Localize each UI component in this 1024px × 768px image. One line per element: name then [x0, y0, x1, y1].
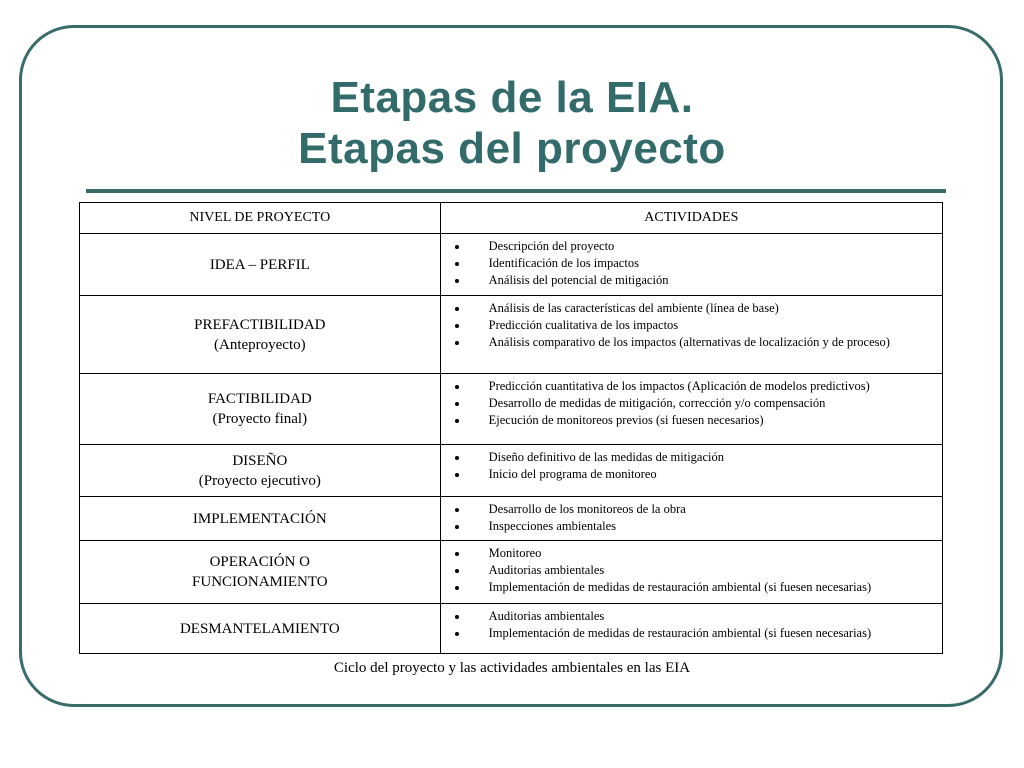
activity-item: Identificación de los impactos: [451, 255, 928, 272]
activity-item: Desarrollo de los monitoreos de la obra: [451, 501, 928, 518]
project-level-text: DISEÑO: [232, 452, 288, 469]
activity-item: Análisis comparativo de los impactos (alternativas de localización y de proceso): [451, 334, 928, 351]
activities-list: [451, 608, 928, 642]
activity-item: Descripción del proyecto: [451, 238, 928, 255]
activities-list: [451, 449, 928, 483]
activity-item: Análisis de las características del ambiente (línea de base): [451, 300, 928, 317]
activities-cell: [440, 497, 942, 541]
activities-cell: [440, 296, 942, 374]
table-header-row: [80, 203, 943, 234]
activities-list: [451, 238, 928, 289]
title-line-1: Etapas de la EIA.: [330, 73, 694, 122]
activity-item: Monitoreo: [451, 545, 928, 562]
project-level-text: PREFACTIBILIDAD: [194, 316, 326, 333]
project-level-cell: [80, 234, 441, 296]
stages-table: [79, 202, 943, 654]
project-level-cell: [80, 541, 441, 604]
project-level-text: (Anteproyecto): [214, 336, 306, 353]
activities-cell: [440, 604, 942, 654]
project-level-text: (Proyecto final): [212, 411, 308, 427]
slide-title: [0, 72, 1024, 174]
project-level-text: FACTIBILIDAD: [207, 391, 312, 407]
table-row: [80, 445, 943, 497]
activities-cell: [440, 445, 942, 497]
title-line-2: Etapas del proyecto: [298, 124, 726, 173]
activity-item: Predicción cuantitativa de los impactos (Aplicación de modelos predictivos): [451, 378, 928, 395]
table-row: [80, 374, 943, 445]
activity-item: Implementación de medidas de restauración ambiental (si fuesen necesarias): [451, 625, 928, 642]
activities-list: [451, 545, 928, 596]
header-nivel: NIVEL DE PROYECTO: [80, 203, 441, 234]
activity-item: Ejecución de monitoreos previos (si fuesen necesarios): [451, 412, 928, 429]
project-level-text: DESMANTELAMIENTO: [179, 620, 340, 637]
header-actividades: ACTIVIDADES: [440, 203, 942, 234]
table-row: [80, 296, 943, 374]
activities-list: [451, 300, 928, 351]
project-level-text: IMPLEMENTACIÓN: [192, 510, 327, 527]
activity-item: Predicción cualitativa de los impactos: [451, 317, 928, 334]
activities-list: [451, 378, 928, 429]
activity-item: Desarrollo de medidas de mitigación, corrección y/o compensación: [451, 395, 928, 412]
project-level-cell: [80, 445, 441, 497]
activities-cell: [440, 234, 942, 296]
activity-item: Diseño definitivo de las medidas de mitigación: [451, 449, 928, 466]
table-caption: Ciclo del proyecto y las actividades ambientales en las EIA: [333, 660, 691, 676]
activity-item: Inspecciones ambientales: [451, 518, 928, 535]
activity-item: Implementación de medidas de restauración ambiental (si fuesen necesarias): [451, 579, 928, 596]
project-level-text: (Proyecto ejecutivo): [198, 472, 321, 489]
activity-item: Auditorias ambientales: [451, 608, 928, 625]
table-row: [80, 604, 943, 654]
project-level-text: OPERACIÓN O: [209, 554, 311, 570]
activity-item: Inicio del programa de monitoreo: [451, 466, 928, 483]
activities-cell: [440, 541, 942, 604]
activities-cell: [440, 374, 942, 445]
activities-list: [451, 501, 928, 535]
table-row: [80, 541, 943, 604]
project-level-cell: [80, 374, 441, 445]
table-body: [80, 234, 943, 654]
activity-item: Auditorias ambientales: [451, 562, 928, 579]
table-row: [80, 234, 943, 296]
project-level-cell: [80, 604, 441, 654]
project-level-text: IDEA – PERFIL: [209, 256, 310, 273]
project-level-text: FUNCIONAMIENTO: [192, 574, 328, 590]
activity-item: Análisis del potencial de mitigación: [451, 272, 928, 289]
title-divider: [86, 189, 946, 193]
project-level-cell: [80, 296, 441, 374]
project-level-cell: [80, 497, 441, 541]
table-row: [80, 497, 943, 541]
